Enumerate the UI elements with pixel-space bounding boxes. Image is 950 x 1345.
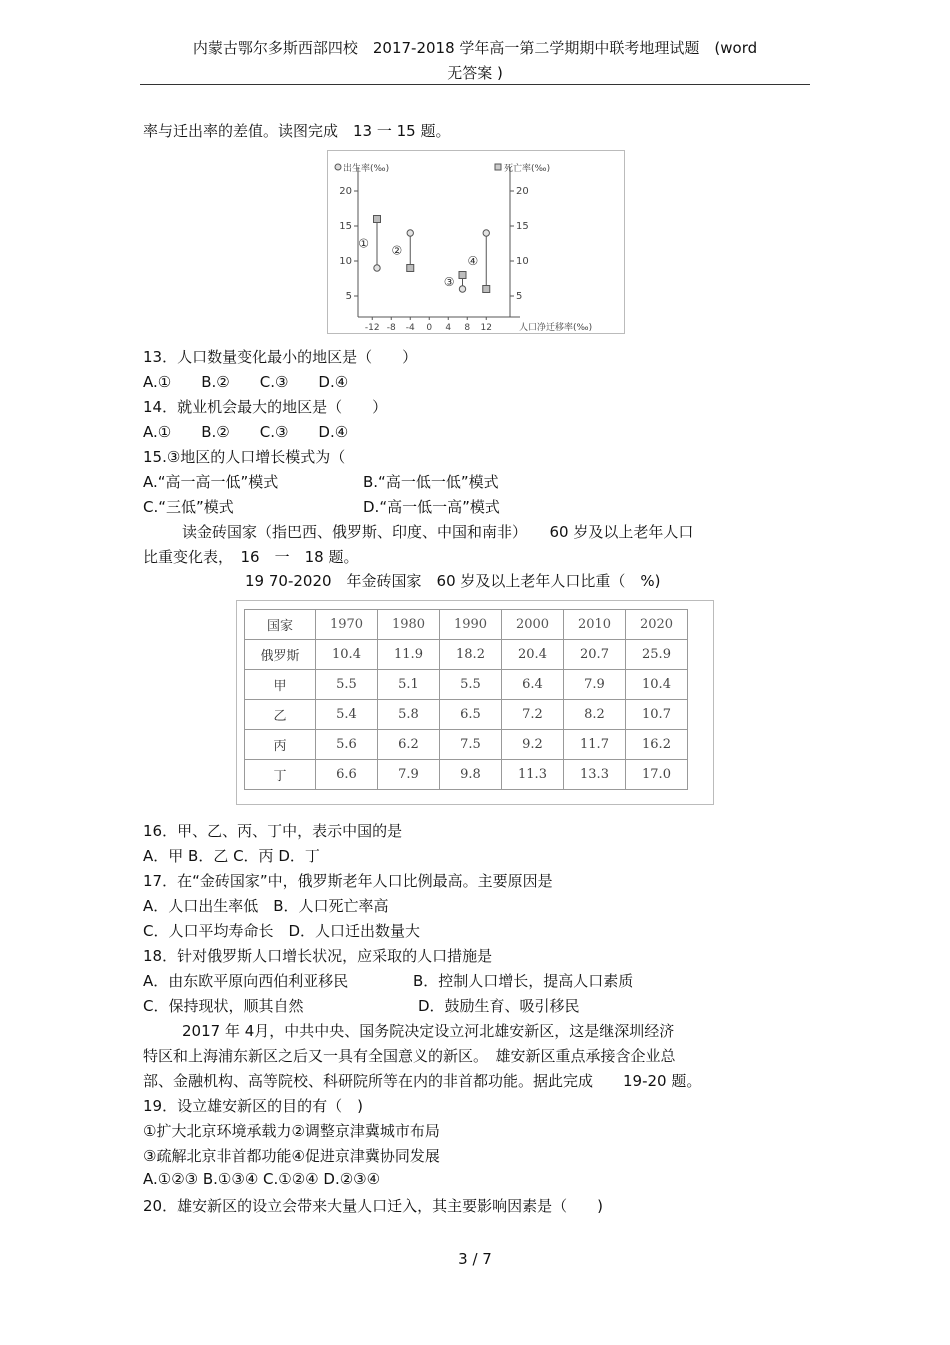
x-tick-label: 8 [464,323,471,333]
region-label: ④ [467,254,479,268]
y-tick-label-left: 5 [345,291,352,302]
table-cell: 6.2 [378,730,440,760]
table-cell: 5.6 [316,730,378,760]
table-intro-line1: 读金砖国家（指巴西、俄罗斯、印度、中国和南非） 60 岁及以上老年人口 [182,523,694,541]
question-13-options: A.① B.② C.③ D.④ [143,373,349,391]
x-tick-label: -4 [405,323,415,333]
passage-line3: 部、金融机构、高等院校、科研院所等在内的非首都功能。据此完成 19-20 题。 [143,1072,702,1090]
question-19-statements-line2: ③疏解北京非首都功能④促进京津冀协同发展 [143,1147,440,1165]
page-number: 3 / 7 [458,1250,492,1268]
question-17-stem: 17．在“金砖国家”中，俄罗斯老年人口比例最高。主要原因是 [143,872,553,890]
header-divider [140,84,810,85]
table-cell: 7.9 [378,760,440,790]
y-tick-label-left: 20 [339,186,352,197]
population-chart [327,150,625,334]
table-row [245,700,688,730]
elderly-population-table-box [236,600,714,805]
birth-rate-point [407,230,413,236]
table-cell: 6.5 [440,700,502,730]
table-cell: 18.2 [440,640,502,670]
question-15-option-a: A.“高一高一低”模式 [143,473,279,491]
region-label: ② [391,243,403,258]
table-cell: 5.8 [378,700,440,730]
table-cell: 17.0 [626,760,688,790]
question-15-option-d: D.“高一低一高”模式 [363,498,500,516]
table-cell: 6.6 [316,760,378,790]
death-rate-point [407,265,414,272]
death-rate-point [483,286,490,293]
table-caption: 19 70-2020 年金砖国家 60 岁及以上老年人口比重（ %) [245,572,661,590]
region-label: ③ [443,275,455,289]
passage-line1: 2017 年 4月，中共中央、国务院决定设立河北雄安新区，这是继深圳经济 [182,1022,675,1040]
table-cell: 7.9 [564,670,626,700]
y-tick-label-left: 10 [339,256,352,267]
table-cell: 10.4 [316,640,378,670]
table-cell: 11.3 [502,760,564,790]
y-tick-label-right: 10 [516,256,529,267]
table-header-cell: 1990 [440,610,502,640]
x-tick-label: 0 [426,323,433,333]
table-header-cell: 2020 [626,610,688,640]
y-tick-label-right: 5 [516,291,523,302]
table-row [245,730,688,760]
question-14-stem: 14．就业机会最大的地区是（ ） [143,398,388,416]
question-20-stem: 20．雄安新区的设立会带来大量人口迁入，其主要影响因素是（ ) [143,1197,603,1215]
legend-death-marker [495,164,501,170]
birth-rate-point [483,230,489,236]
question-18-option-a: A．由东欧平原向西伯利亚移民 [143,972,349,990]
table-cell: 7.2 [502,700,564,730]
x-tick-label: 4 [445,323,452,333]
table-cell: 乙 [245,700,316,730]
question-19-stem: 19．设立雄安新区的目的有（ ) [143,1097,363,1115]
table-row [245,760,688,790]
table-cell: 5.4 [316,700,378,730]
table-cell: 10.4 [626,670,688,700]
chart-svg [328,151,624,333]
table-header-cell: 1980 [378,610,440,640]
question-19-options: A.①②③ B.①③④ C.①②④ D.②③④ [143,1170,381,1188]
x-tick-label: -8 [386,323,396,333]
table-header-cell: 国家 [245,610,316,640]
birth-rate-point [374,265,380,271]
table-cell: 丙 [245,730,316,760]
question-18-option-d: D．鼓励生育、吸引移民 [418,997,580,1015]
legend-birth-marker [335,164,341,170]
table-cell: 5.5 [440,670,502,700]
table-row [245,640,688,670]
table-cell: 10.7 [626,700,688,730]
legend-death-label: 死亡率(‰) [504,164,551,174]
table-cell: 5.5 [316,670,378,700]
table-cell: 5.1 [378,670,440,700]
question-15-option-c: C.“三低”模式 [143,498,234,516]
table-header-cell: 2000 [502,610,564,640]
y-tick-label-right: 15 [516,221,529,232]
table-cell: 9.8 [440,760,502,790]
header-title-line1: 内蒙古鄂尔多斯西部四校 2017-2018 学年高一第二学期期中联考地理试题 (word [192,39,758,57]
question-13-stem: 13．人口数量变化最小的地区是（ ） [143,348,418,366]
question-19-statements-line1: ①扩大北京环境承载力②调整京津冀城市布局 [143,1122,440,1140]
question-16-options: A．甲 B．乙 C．丙 D．丁 [143,847,320,865]
table-cell: 俄罗斯 [245,640,316,670]
intro-line: 率与迁出率的差值。读图完成 13 一 15 题。 [143,122,451,140]
elderly-population-table [244,609,688,790]
question-18-stem: 18．针对俄罗斯人口增长状况，应采取的人口措施是 [143,947,493,965]
y-tick-label-left: 15 [339,221,352,232]
x-tick-label: 12 [480,323,492,333]
table-header-row [245,610,688,640]
y-tick-label-right: 20 [516,186,529,197]
table-cell: 丁 [245,760,316,790]
question-18-option-c: C．保持现状，顺其自然 [143,997,304,1015]
table-row [245,670,688,700]
question-15-stem: 15.③地区的人口增长模式为（ [143,448,346,466]
passage-line2: 特区和上海浦东新区之后又一具有全国意义的新区。 雄安新区重点承接含企业总 [143,1047,676,1065]
death-rate-point [459,272,466,279]
table-cell: 9.2 [502,730,564,760]
question-14-options: A.① B.② C.③ D.④ [143,423,349,441]
question-17-options-line1: A．人口出生率低 B．人口死亡率高 [143,897,389,915]
question-16-stem: 16．甲、乙、丙、丁中，表示中国的是 [143,822,403,840]
table-cell: 11.7 [564,730,626,760]
table-cell: 6.4 [502,670,564,700]
header-title-line2: 无答案 ) [447,64,503,82]
table-cell: 20.4 [502,640,564,670]
legend-birth-label: 出生率(‰) [343,164,390,174]
table-cell: 16.2 [626,730,688,760]
table-cell: 20.7 [564,640,626,670]
table-header-cell: 2010 [564,610,626,640]
table-cell: 7.5 [440,730,502,760]
x-tick-label: -12 [364,323,380,333]
table-cell: 甲 [245,670,316,700]
birth-rate-point [459,286,465,292]
table-header-cell: 1970 [316,610,378,640]
table-intro-line2: 比重变化表， 16 一 18 题。 [143,548,359,566]
death-rate-point [374,216,381,223]
table-cell: 13.3 [564,760,626,790]
table-cell: 25.9 [626,640,688,670]
table-cell: 8.2 [564,700,626,730]
question-17-options-line2: C．人口平均寿命长 D．人口迁出数量大 [143,922,421,940]
document-header [140,36,810,86]
region-label: ① [358,236,369,251]
x-axis-label: 人口净迁移率(‰) [519,323,593,333]
question-18-option-b: B．控制人口增长，提高人口素质 [413,972,634,990]
table-cell: 11.9 [378,640,440,670]
question-15-option-b: B.“高一低一低”模式 [363,473,499,491]
